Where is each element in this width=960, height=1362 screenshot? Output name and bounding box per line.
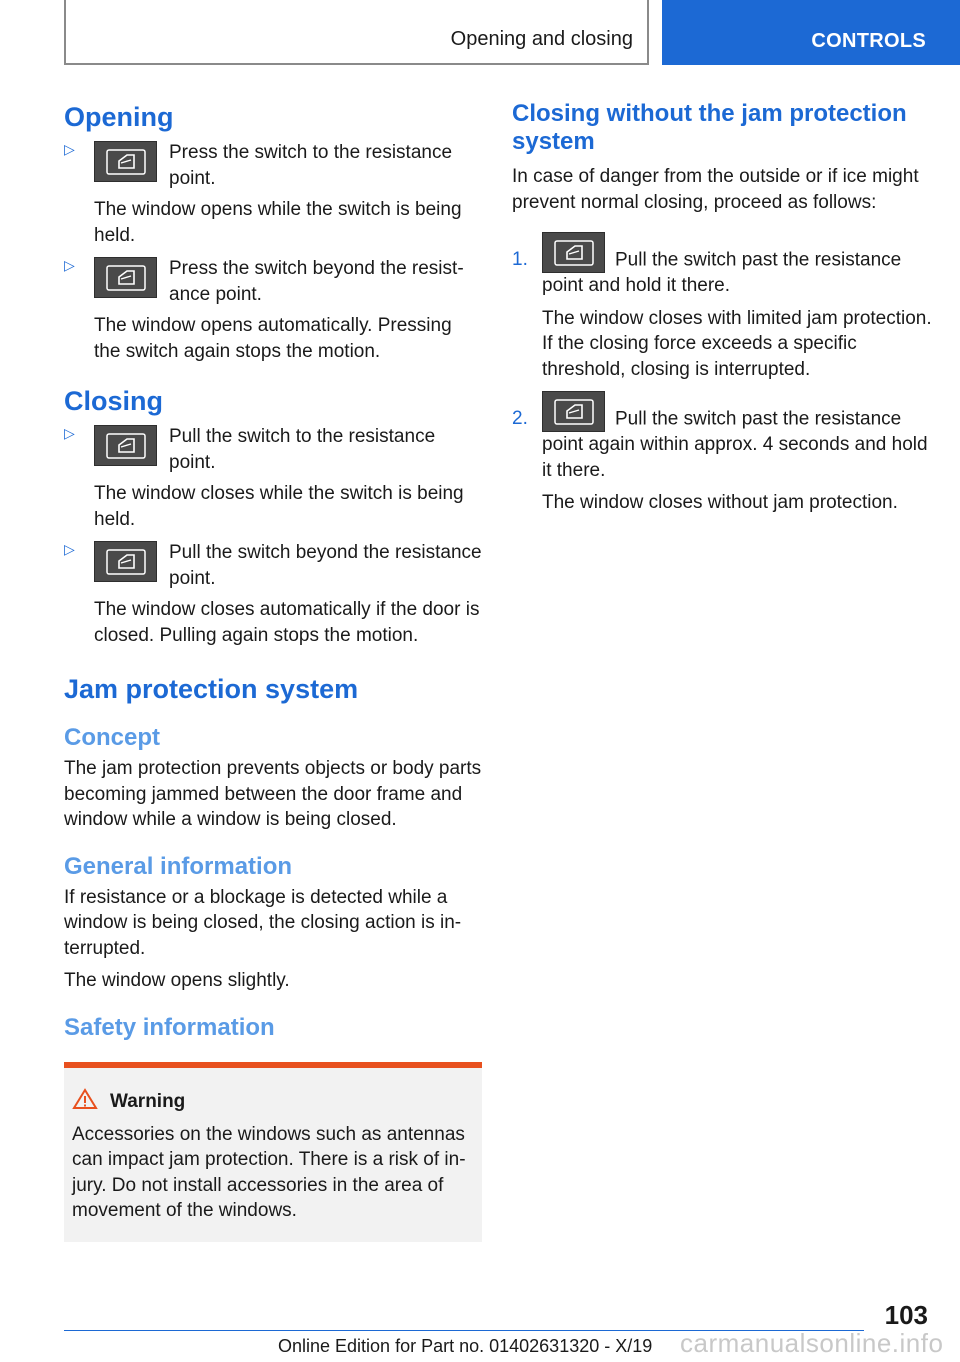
window-switch-icon (94, 541, 157, 582)
concept-text: The jam protection prevents objects or body parts becoming jammed between the door frame and window while a window is being closed. (64, 758, 482, 830)
bullet-triangle-icon: ▷ (64, 541, 75, 557)
warning-title: Warning (110, 1090, 186, 1112)
closing-item-1 (64, 424, 482, 532)
closing-item-2 (64, 540, 482, 648)
opening-item-1 (64, 140, 482, 248)
bullet-triangle-icon: ▷ (64, 425, 75, 441)
general-heading: General information (64, 852, 293, 880)
step-number: 2. (512, 408, 528, 429)
window-switch-icon (94, 141, 157, 182)
window-switch-icon (542, 391, 605, 432)
closing-heading: Closing (64, 386, 163, 416)
without-step-1-lead: Pull the switch past the resistance point and hold it there. (542, 249, 902, 296)
without-step-1-sub: The window closes with limited jam protection. If the closing force exceeds a specific threshold, closing is interrupted. (542, 307, 932, 380)
without-step-1 (512, 231, 932, 382)
opening-item-2-lead: Press the switch beyond the resistance point. (169, 258, 464, 305)
bullet-triangle-icon: ▷ (64, 257, 75, 273)
header-chapter-title: CONTROLS (811, 30, 926, 52)
without-heading: Closing without the jam protection system (512, 100, 907, 155)
without-step-2-sub: The window closes without jam protection. (542, 492, 898, 513)
general-text-2: The window opens slightly. (64, 970, 290, 991)
warning-box (64, 1062, 482, 1242)
safety-heading: Safety information (64, 1013, 275, 1041)
window-switch-icon (94, 425, 157, 466)
opening-item-1-sub: The window opens while the switch is being held. (94, 199, 462, 246)
without-step-2-lead: Pull the switch past the resistance point again within approx. 4 seconds and hold it there. (542, 408, 928, 481)
left-column (64, 100, 482, 1242)
opening-item-2 (64, 256, 482, 364)
bullet-triangle-icon: ▷ (64, 141, 75, 157)
warning-header (72, 1088, 474, 1116)
page-number: 103 (884, 1300, 928, 1330)
general-text-1: If resistance or a blockage is detected while a window is being closed, the closing action is interrupted. (64, 886, 462, 959)
concept-heading: Concept (64, 724, 160, 751)
opening-item-1-lead: Press the switch to the resistance point. (169, 142, 453, 189)
closing-item-1-lead: Pull the switch to the resistance point. (169, 426, 436, 473)
footer-watermark: carmanualsonline.info (680, 1328, 944, 1358)
closing-item-2-sub: The window closes automatically if the door is closed. Pulling again stops the motion. (94, 599, 480, 646)
warning-triangle-icon (72, 1088, 98, 1116)
window-switch-icon (94, 257, 157, 298)
closing-item-2-lead: Pull the switch beyond the resistance point. (169, 542, 482, 589)
opening-item-2-sub: The window opens automatically. Pressing the switch again stops the motion. (94, 315, 452, 362)
without-step-2 (512, 390, 932, 516)
header-section-box (64, 0, 649, 65)
header-section-title: Opening and closing (450, 28, 633, 50)
right-column (512, 100, 932, 524)
without-intro: In case of danger from the outside or if ice might prevent normal closing, proceed as follows: (512, 166, 919, 213)
jam-heading: Jam protection system (64, 674, 359, 704)
step-number: 1. (512, 249, 528, 270)
opening-heading: Opening (64, 102, 174, 132)
warning-text: Accessories on the windows such as antennas can impact jam protection. There is a risk of injury. Do not install accessories in the area of movement of the windows. (72, 1123, 466, 1221)
closing-item-1-sub: The window closes while the switch is being held. (94, 483, 464, 530)
header-chapter-tab[interactable] (662, 0, 960, 65)
window-switch-icon (542, 232, 605, 273)
footer-edition: Online Edition for Part no. 01402631320 - X/19 (278, 1336, 653, 1356)
